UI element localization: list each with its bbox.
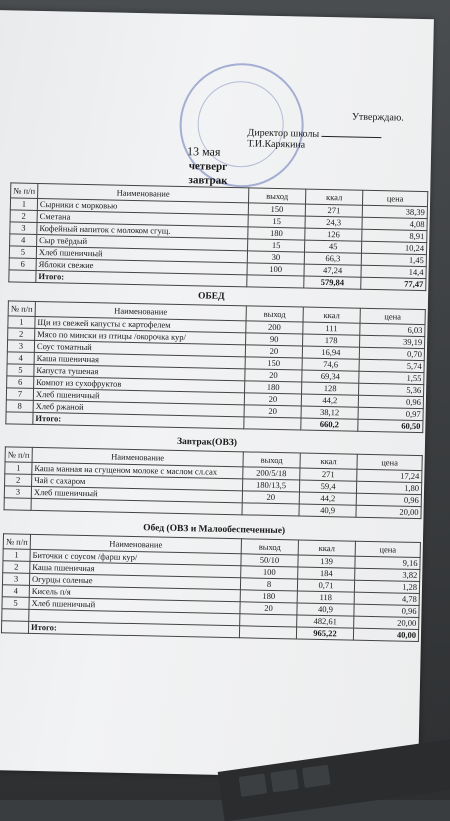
total-kcal: 965,22 xyxy=(296,627,353,640)
dish-kcal: 47,24 xyxy=(304,264,361,277)
total-price: 20,00 xyxy=(356,505,421,518)
lunch-title: ОБЕД xyxy=(197,291,225,302)
col-header-kcal: ккал xyxy=(300,453,357,469)
row-num: 3 xyxy=(7,340,34,353)
dish-price: 3,82 xyxy=(355,568,420,581)
dish-name: Капуста тушеная xyxy=(34,364,245,380)
dish-price: 9,16 xyxy=(355,556,420,569)
dish-name: Каша манная на сгущеном молоке с маслом сл.сах xyxy=(32,462,243,478)
total-empty xyxy=(9,270,36,283)
dish-kcal: 178 xyxy=(303,334,360,347)
dish-yield: 200 xyxy=(246,321,303,334)
dish-name: Мясо по мински из птицы /окорочка кур/ xyxy=(35,328,246,344)
row-num: 5 xyxy=(2,597,29,610)
dish-price: 1,28 xyxy=(354,580,419,593)
row-num: 6 xyxy=(7,376,34,389)
total-price: 77,47 xyxy=(361,277,426,290)
dish-yield: 20 xyxy=(244,393,301,406)
dish-name: Биточки с соусом /фарш кур/ xyxy=(30,549,241,565)
menu-sheet xyxy=(0,10,434,779)
dish-kcal: 24,3 xyxy=(305,216,362,229)
row-num: 3 xyxy=(10,222,37,235)
total-empty xyxy=(4,498,31,511)
row-num: 1 xyxy=(3,549,30,562)
row-num: 3 xyxy=(2,573,29,586)
col-header-kcal: ккал xyxy=(298,540,355,556)
dish-name: Чай с сахаром xyxy=(32,474,243,490)
dish-name: Каша пшеничная xyxy=(30,561,241,577)
lunch-ovz-table xyxy=(1,533,421,642)
total-kcal: 660,2 xyxy=(301,418,358,431)
col-header-price: цена xyxy=(362,190,427,206)
row-num: 7 xyxy=(6,388,33,401)
dish-kcal: 271 xyxy=(305,204,362,217)
dish-name: Каша пшеничная xyxy=(34,352,245,368)
col-header-yield: выход xyxy=(246,306,303,322)
total-label: Итого: xyxy=(36,270,247,286)
menu-date: 13 мая xyxy=(186,144,221,159)
col-header-name: Наименование xyxy=(35,301,246,320)
dish-name: Хлеб ржаной xyxy=(33,400,244,416)
dish-yield: 20 xyxy=(245,345,302,358)
dish-kcal: 59,4 xyxy=(299,480,356,493)
breakfast-ovz-title: Завтрак(ОВЗ) xyxy=(176,436,238,449)
total-empty xyxy=(1,621,28,634)
meal-title-breakfast: завтрак xyxy=(188,174,228,187)
total-empty xyxy=(2,609,29,622)
dish-name: Сырники с морковью xyxy=(37,198,248,214)
dish-yield: 100 xyxy=(247,263,304,276)
row-num: 8 xyxy=(6,400,33,413)
dish-price: 38,39 xyxy=(362,205,427,218)
lunch-table xyxy=(5,300,426,433)
subtotal-kcal: 482,61 xyxy=(297,615,354,628)
col-header-kcal: ккал xyxy=(306,189,363,205)
row-num: 4 xyxy=(7,352,34,365)
dish-kcal: 111 xyxy=(303,322,360,335)
keyboard-key xyxy=(270,769,299,792)
dish-yield: 180 xyxy=(245,381,302,394)
dish-yield: 90 xyxy=(246,333,303,346)
dish-name: Кофейный напиток с молоком сгущ. xyxy=(37,222,248,238)
row-num: 6 xyxy=(9,258,36,271)
dish-kcal: 40,9 xyxy=(297,603,354,616)
dish-yield: 180 xyxy=(240,590,297,603)
dish-price: 1,55 xyxy=(359,371,424,384)
col-header-yield: выход xyxy=(241,539,298,555)
dish-kcal: 139 xyxy=(298,555,355,568)
keyboard-key xyxy=(239,773,268,796)
row-num: 2 xyxy=(5,474,32,487)
col-header-num: № п/п xyxy=(3,534,30,550)
dish-price: 0,96 xyxy=(358,395,423,408)
dish-price: 1,45 xyxy=(361,253,426,266)
row-num: 1 xyxy=(10,198,37,211)
dish-kcal: 0,71 xyxy=(297,579,354,592)
dish-name: Сыр твёрдый xyxy=(37,234,248,250)
dish-yield: 30 xyxy=(247,251,304,264)
total-kcal: 40,9 xyxy=(299,504,356,517)
director-label: Директор школы xyxy=(247,127,320,140)
dish-yield: 200/5/18 xyxy=(243,467,300,480)
breakfast-table xyxy=(8,182,428,291)
dish-name: Хлеб пшеничный xyxy=(36,246,247,262)
row-num: 4 xyxy=(10,234,37,247)
breakfast-ovz-table xyxy=(4,446,423,519)
col-header-name: Наименование xyxy=(32,447,243,466)
row-num: 2 xyxy=(10,210,37,223)
row-num: 2 xyxy=(3,561,30,574)
dish-name: Огурцы соленые xyxy=(29,573,240,589)
dish-yield: 20 xyxy=(242,491,299,504)
total-label: Итого: xyxy=(28,621,239,637)
dish-kcal: 16,94 xyxy=(302,346,359,359)
dish-price: 0,70 xyxy=(359,347,424,360)
dish-yield: 8 xyxy=(240,578,297,591)
col-header-name: Наименование xyxy=(30,534,241,553)
dish-kcal: 271 xyxy=(300,468,357,481)
dish-price: 4,08 xyxy=(362,217,427,230)
dish-yield: 150 xyxy=(245,357,302,370)
dish-yield: 180 xyxy=(248,227,305,240)
dish-yield: 180/13,5 xyxy=(242,479,299,492)
row-num: 3 xyxy=(4,486,31,499)
dish-price: 6,03 xyxy=(360,323,425,336)
row-num: 5 xyxy=(9,246,36,259)
dish-yield: 15 xyxy=(248,215,305,228)
dish-name: Соус томатный xyxy=(34,340,245,356)
dish-yield: 15 xyxy=(248,239,305,252)
col-header-price: цена xyxy=(355,541,420,557)
col-header-price: цена xyxy=(360,308,425,324)
total-empty xyxy=(6,412,33,425)
dish-price: 0,96 xyxy=(356,493,421,506)
dish-name: Хлеб пшеничный xyxy=(33,388,244,404)
dish-price: 0,96 xyxy=(354,604,419,617)
lunch-ovz-title: Обед (ОВЗ и Малообеспеченные) xyxy=(143,523,286,537)
col-header-yield: выход xyxy=(249,188,306,204)
dish-kcal: 38,12 xyxy=(301,406,358,419)
row-num: 1 xyxy=(5,462,32,475)
dish-price: 4,78 xyxy=(354,592,419,605)
dish-yield: 20 xyxy=(244,405,301,418)
dish-name: Хлеб пшеничный xyxy=(29,597,240,613)
dish-kcal: 126 xyxy=(305,228,362,241)
dish-kcal: 44,2 xyxy=(299,492,356,505)
dish-kcal: 128 xyxy=(302,382,359,395)
dish-price: 17,24 xyxy=(357,469,422,482)
col-header-kcal: ккал xyxy=(303,307,360,323)
row-num: 5 xyxy=(7,364,34,377)
approval-label: Утверждаю. xyxy=(351,111,404,124)
dish-name: Сметана xyxy=(37,210,248,226)
dish-price: 5,36 xyxy=(359,383,424,396)
total-empty xyxy=(244,417,301,430)
dish-kcal: 66,3 xyxy=(304,252,361,265)
total-empty xyxy=(247,275,304,288)
dish-price: 5,74 xyxy=(359,359,424,372)
total-empty xyxy=(242,503,299,516)
total-kcal: 579,84 xyxy=(304,276,361,289)
menu-day: четверг xyxy=(188,160,228,173)
col-header-yield: выход xyxy=(243,452,300,468)
subtotal-price: 20,00 xyxy=(354,616,419,629)
row-num: 2 xyxy=(8,328,35,341)
dish-name: Яблоки свежие xyxy=(36,258,247,274)
total-price: 60,50 xyxy=(358,419,423,432)
dish-price: 1,80 xyxy=(356,481,421,494)
dish-price: 0,97 xyxy=(358,407,423,420)
dish-yield: 150 xyxy=(248,203,305,216)
signature-line xyxy=(321,136,381,138)
dish-price: 14,4 xyxy=(361,265,426,278)
dish-yield: 20 xyxy=(245,369,302,382)
total-empty xyxy=(239,626,296,639)
col-header-num: № п/п xyxy=(8,301,35,317)
dish-price: 10,24 xyxy=(361,241,426,254)
keyboard-key xyxy=(302,765,331,788)
dish-kcal: 184 xyxy=(298,567,355,580)
dish-name: Хлеб пшеничный xyxy=(31,486,242,502)
dish-kcal: 69,34 xyxy=(302,370,359,383)
dish-kcal: 45 xyxy=(304,240,361,253)
director-name: Т.И.Карякина xyxy=(247,138,306,151)
dish-price: 39,19 xyxy=(360,335,425,348)
dish-name: Компот из сухофруктов xyxy=(34,376,245,392)
col-header-price: цена xyxy=(357,454,422,470)
dish-yield: 50/10 xyxy=(241,554,298,567)
col-header-name: Наименование xyxy=(38,183,249,202)
total-price: 40,00 xyxy=(353,628,418,641)
dish-name: Щи из свежей капусты с картофелем xyxy=(35,316,246,332)
total-label: Итого: xyxy=(33,412,244,428)
row-num: 4 xyxy=(2,585,29,598)
col-header-num: № п/п xyxy=(11,183,38,199)
dish-price: 8,91 xyxy=(362,229,427,242)
dish-kcal: 44,2 xyxy=(301,394,358,407)
dish-yield: 100 xyxy=(241,566,298,579)
dish-name: Кисель п/я xyxy=(29,585,240,601)
row-num: 1 xyxy=(8,316,35,329)
dish-yield: 20 xyxy=(240,602,297,615)
col-header-num: № п/п xyxy=(5,447,32,463)
director-signature-line xyxy=(247,127,431,153)
dish-kcal: 74,6 xyxy=(302,358,359,371)
dish-kcal: 118 xyxy=(297,591,354,604)
